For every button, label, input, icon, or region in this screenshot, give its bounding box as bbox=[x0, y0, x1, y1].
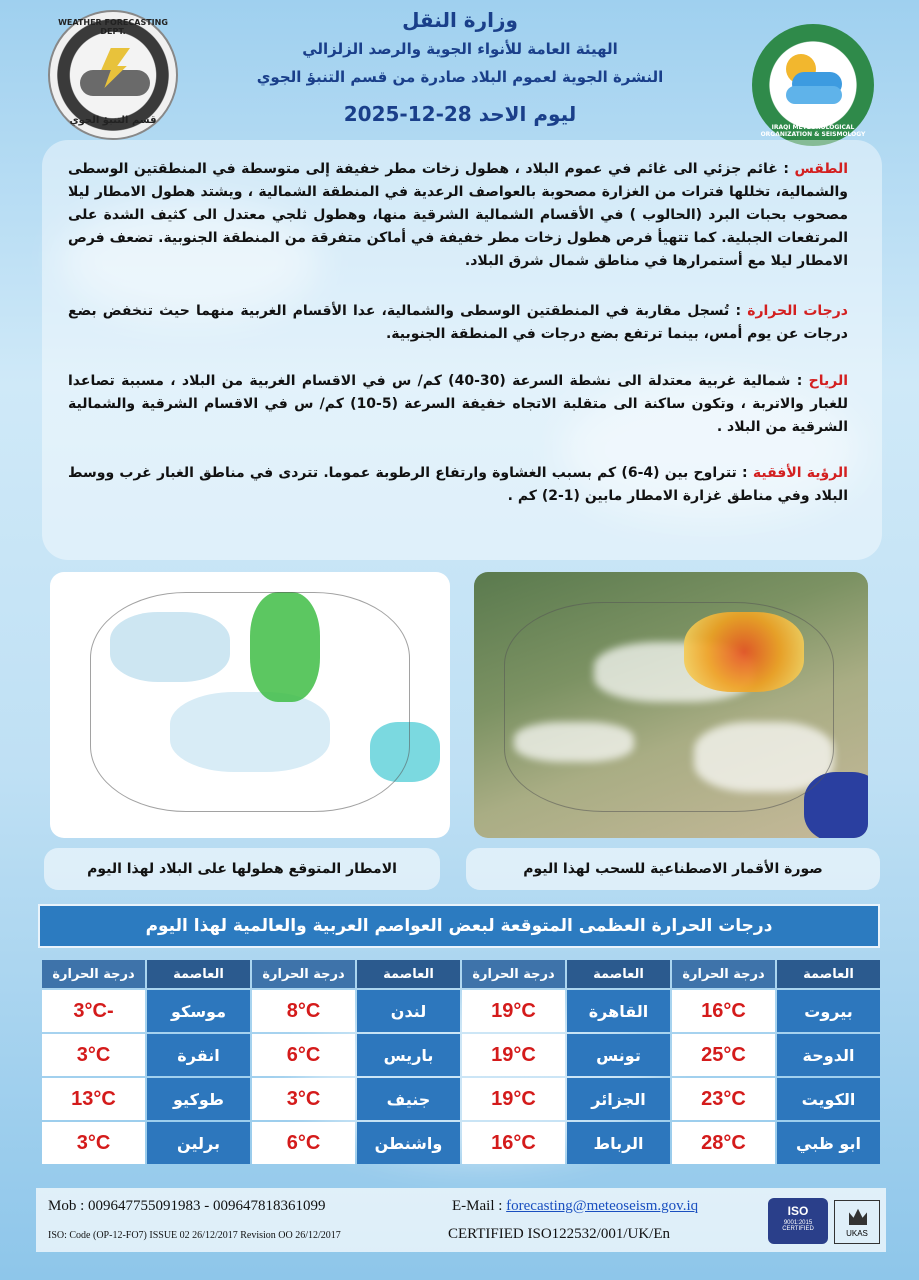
iso-code-line: ISO: Code (OP-12-FO7) ISSUE 02 26/12/2017 Revision OO 26/12/2017 bbox=[48, 1230, 341, 1241]
forecasting-dept-logo bbox=[48, 10, 178, 140]
temperature-cell: 6°C bbox=[252, 1034, 355, 1076]
table-header-row bbox=[42, 960, 880, 988]
logo-ring-text: IRAQI METEOROLOGICAL ORGANIZATION & SEISMOLOGY bbox=[760, 124, 866, 138]
satellite-map-caption: صورة الأقمار الاصطناعية للسحب لهذا اليوم bbox=[466, 848, 880, 890]
table-row bbox=[42, 990, 880, 1032]
temperature-cell: 28°C bbox=[672, 1122, 775, 1164]
temperature-cell: 3°C bbox=[42, 1034, 145, 1076]
country-border bbox=[504, 602, 834, 812]
rainfall-forecast-map bbox=[50, 572, 450, 838]
temperature-cell: 13°C bbox=[42, 1078, 145, 1120]
iso-badge bbox=[768, 1198, 828, 1244]
city-cell: الرباط bbox=[567, 1122, 670, 1164]
ministry-title: وزارة النقل bbox=[402, 8, 518, 32]
visibility-paragraph bbox=[68, 462, 848, 508]
column-header-temp: درجة الحرارة bbox=[42, 960, 145, 988]
weather-text: : غائم جزئي الى غائم في عموم البلاد ، هطول زخات مطر خفيفة إلى متوسطة في المنطقتين الوسطى والشمالية، تخللها فترات من الغزارة مصحوبة بالعواصف الرعدية في المنطقة الشمالية ، ويشتد هطول الامطار ليلا مصحوب بحبات البرد (الحالوب ) في الأقسام الشمالية الشرقية منها، وهطول ثلجي معتدل الى كثيف الشدة على المرتفعات الجبلية. كما تتهيأ فرص هطول زخات مطر خفيفة في أماكن متفرقة من المنطقة الجنوبية. تضعف فرص الامطار ليلا مع أستمرارها في مناطق شمال شرق البلاد. bbox=[68, 161, 848, 269]
temperature-cell: 8°C bbox=[252, 990, 355, 1032]
ukas-label: UKAS bbox=[846, 1229, 868, 1238]
cloud-icon bbox=[786, 86, 842, 104]
visibility-text: : تتراوح بين (4-6) كم بسبب الغشاوة وارتفاع الرطوبة عموما. تتردى في مناطق الغبار غرب ووسط البلاد وفي مناطق غزارة الامطار مابين (1-2) كم . bbox=[68, 465, 848, 504]
authority-title: الهيئة العامة للأنواء الجوية والرصد الزلزالي bbox=[302, 40, 618, 58]
temperature-cell: 19°C bbox=[462, 1034, 565, 1076]
city-cell: لندن bbox=[357, 990, 460, 1032]
temperature-cell: 3°C bbox=[42, 1122, 145, 1164]
crown-icon bbox=[849, 1207, 867, 1225]
city-cell: واشنطن bbox=[357, 1122, 460, 1164]
email-line bbox=[452, 1198, 698, 1215]
city-cell: الدوحة bbox=[777, 1034, 880, 1076]
temperature-label: درجات الحرارة bbox=[747, 303, 848, 319]
wind-text: : شمالية غربية معتدلة الى نشطة السرعة (30-40) كم/ س في الاقسام الغربية من البلاد ، مسببة تصاعدا للغبار والاتربة ، وتكون ساكنة الى متقلبة الاتجاه خفيفة السرعة (5-10) كم/ س في الاقسام الشرقية والشمالية الشرقية من البلاد . bbox=[68, 373, 848, 435]
forecast-panel bbox=[42, 140, 882, 560]
column-header-city: العاصمة bbox=[567, 960, 670, 988]
wind-label: الرياح bbox=[808, 373, 848, 389]
city-cell: موسكو bbox=[147, 990, 250, 1032]
city-cell: طوكيو bbox=[147, 1078, 250, 1120]
city-cell: الكويت bbox=[777, 1078, 880, 1120]
rain-map-caption: الامطار المتوقع هطولها على البلاد لهذا اليوم bbox=[44, 848, 440, 890]
mobile-numbers: Mob : 009647755091983 - 009647818361099 bbox=[48, 1198, 326, 1214]
capitals-table-title: درجات الحرارة العظمى المتوقعة لبعض العواصم العربية والعالمية لهذا اليوم bbox=[38, 904, 880, 948]
table-row bbox=[42, 1122, 880, 1164]
weather-label: الطقس bbox=[794, 161, 848, 177]
column-header-city: العاصمة bbox=[357, 960, 460, 988]
iso-badge-subtitle: 9001:2015 CERTIFIED bbox=[782, 1220, 814, 1232]
temperature-cell: 19°C bbox=[462, 990, 565, 1032]
temperature-paragraph bbox=[68, 300, 848, 346]
temperature-cell: 16°C bbox=[672, 990, 775, 1032]
iso-badge-title: ISO bbox=[787, 1204, 809, 1218]
temperature-text: : تُسجل مقاربة في المنطقتين الوسطى والشمالية، عدا الأقسام الغربية منهما حيث تنخفض بضع درجات عن يوم أمس، بينما ترتفع بضع درجات في المنطقة الجنوبية. bbox=[68, 303, 848, 342]
temperature-cell: 16°C bbox=[462, 1122, 565, 1164]
certified-line: CERTIFIED ISO122532/001/UK/En bbox=[448, 1226, 671, 1242]
city-cell: برلين bbox=[147, 1122, 250, 1164]
ukas-badge bbox=[834, 1200, 880, 1244]
city-cell: القاهرة bbox=[567, 990, 670, 1032]
email-label: E-Mail : bbox=[452, 1198, 507, 1214]
city-cell: انقرة bbox=[147, 1034, 250, 1076]
temperature-cell: 6°C bbox=[252, 1122, 355, 1164]
logo-bottom-text: قسم التنبؤ الجوي bbox=[69, 115, 157, 126]
city-cell: ابو ظبي bbox=[777, 1122, 880, 1164]
city-cell: تونس bbox=[567, 1034, 670, 1076]
footer bbox=[36, 1188, 886, 1252]
city-cell: بيروت bbox=[777, 990, 880, 1032]
bulletin-title: النشرة الجوية لعموم البلاد صادرة من قسم التنبؤ الجوي bbox=[256, 68, 664, 86]
table-row bbox=[42, 1034, 880, 1076]
city-cell: باريس bbox=[357, 1034, 460, 1076]
visibility-label: الرؤية الأفقية bbox=[752, 465, 848, 481]
temperature-cell: -3°C bbox=[42, 990, 145, 1032]
bulletin-date: ليوم الاحد 28-12-2025 bbox=[343, 102, 577, 126]
column-header-temp: درجة الحرارة bbox=[462, 960, 565, 988]
satellite-cloud-map bbox=[474, 572, 868, 838]
city-cell: جنيف bbox=[357, 1078, 460, 1120]
column-header-city: العاصمة bbox=[147, 960, 250, 988]
city-cell: الجزائر bbox=[567, 1078, 670, 1120]
temperature-cell: 19°C bbox=[462, 1078, 565, 1120]
wind-paragraph bbox=[68, 370, 848, 439]
temperature-cell: 25°C bbox=[672, 1034, 775, 1076]
table-row bbox=[42, 1078, 880, 1120]
email-link[interactable]: forecasting@meteoseism.gov.iq bbox=[506, 1198, 699, 1214]
temperature-cell: 23°C bbox=[672, 1078, 775, 1120]
logo-ring-text: WEATHER FORECASTING DEPT. bbox=[58, 18, 168, 36]
country-border bbox=[90, 592, 410, 812]
capitals-temperature-table bbox=[40, 958, 882, 1166]
temperature-cell: 3°C bbox=[252, 1078, 355, 1120]
column-header-temp: درجة الحرارة bbox=[672, 960, 775, 988]
column-header-temp: درجة الحرارة bbox=[252, 960, 355, 988]
column-header-city: العاصمة bbox=[777, 960, 880, 988]
weather-paragraph bbox=[68, 158, 848, 273]
meteorological-organization-logo bbox=[752, 24, 874, 146]
